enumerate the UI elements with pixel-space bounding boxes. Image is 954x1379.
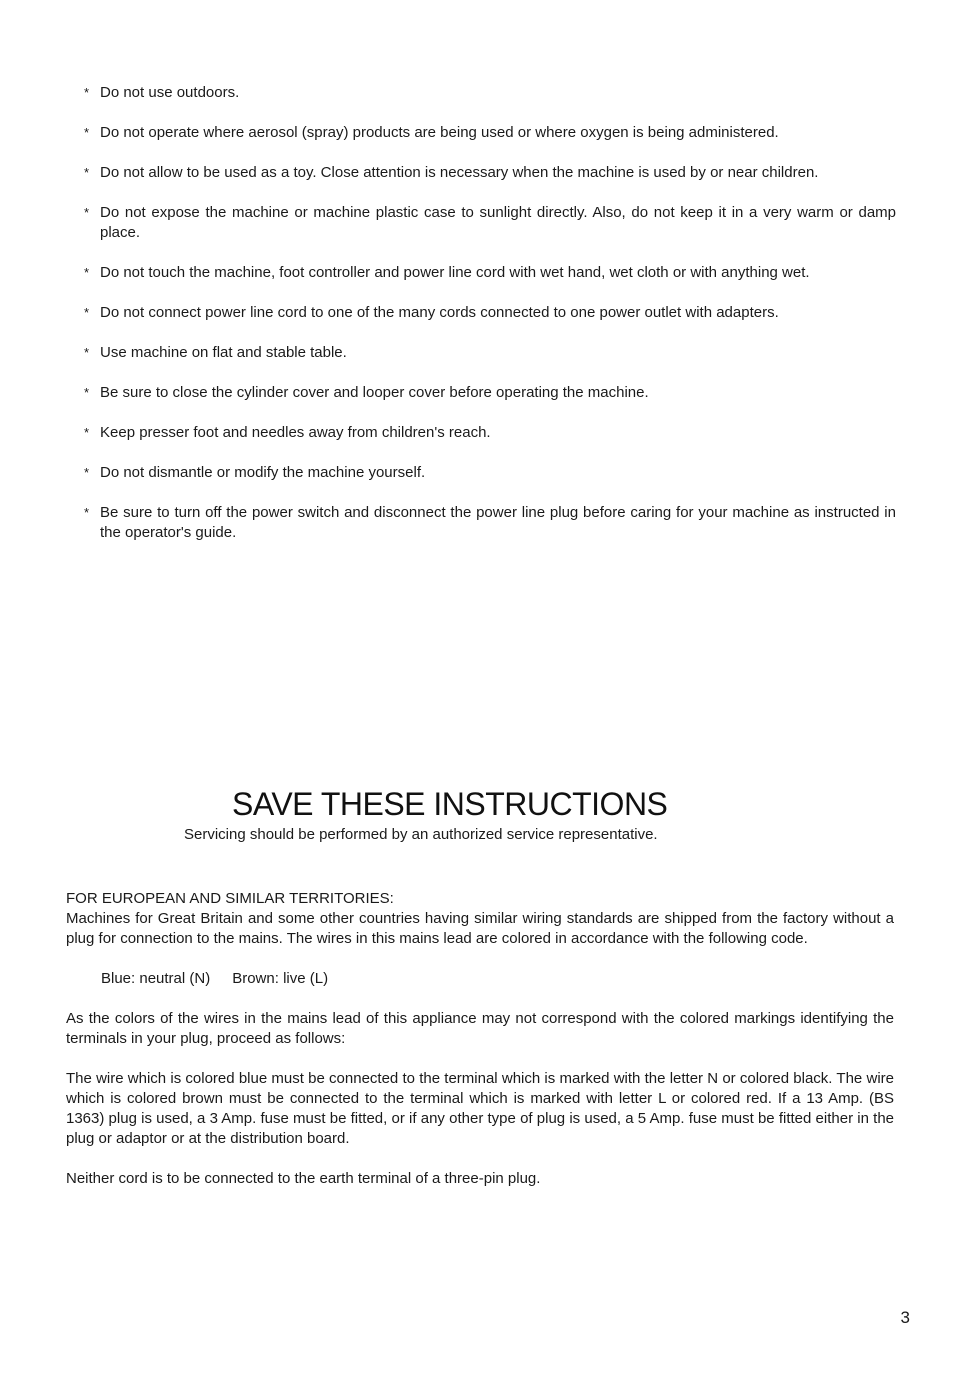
bullet-marker: * (84, 345, 90, 360)
section-title: FOR EUROPEAN AND SIMILAR TERRITORIES: (66, 890, 394, 907)
safety-item-text: Do not touch the machine, foot controller and power line cord with wet hand, wet cloth or with anything wet. (100, 264, 810, 281)
bullet-marker: * (84, 505, 90, 520)
safety-item (84, 503, 896, 543)
bullet-marker: * (84, 305, 90, 320)
safety-item-text: Do not operate where aerosol (spray) products are being used or where oxygen is being administered. (100, 124, 779, 141)
servicing-note: Servicing should be performed by an authorized service representative. (184, 826, 658, 843)
safety-item (84, 343, 896, 363)
blue-wire-code: Blue: neutral (N) (101, 970, 211, 987)
bullet-marker: * (84, 265, 90, 280)
colors-note-paragraph: As the colors of the wires in the mains lead of this appliance may not correspond with the colored markings identifying the terminals in your plug, proceed as follows: (66, 1010, 894, 1047)
safety-item (84, 263, 896, 283)
page-heading: SAVE THESE INSTRUCTIONS (232, 786, 668, 822)
intro-paragraph: Machines for Great Britain and some other countries having similar wiring standards are shipped from the factory without a plug for connection to the mains. The wires in this mains lead are colored in accordance with the following code. (66, 910, 894, 947)
earth-paragraph: Neither cord is to be connected to the earth terminal of a three-pin plug. (66, 1170, 541, 1187)
safety-item (84, 383, 896, 403)
safety-item-text: Do not dismantle or modify the machine yourself. (100, 464, 426, 481)
safety-item-text: Use machine on flat and stable table. (100, 344, 347, 361)
safety-item (84, 303, 896, 323)
safety-item-text: Do not allow to be used as a toy. Close attention is necessary when the machine is used by or near children. (100, 164, 819, 181)
safety-item-text: Do not expose the machine or machine plastic case to sunlight directly. Also, do not keep it in a very warm or damp place. (100, 204, 896, 241)
safety-item (84, 163, 896, 183)
bullet-marker: * (84, 425, 90, 440)
safety-item (84, 83, 896, 103)
bullet-marker: * (84, 385, 90, 400)
safety-item (84, 463, 896, 483)
bullet-marker: * (84, 165, 90, 180)
safety-item (84, 423, 896, 443)
wire-code (101, 969, 894, 989)
safety-item (84, 123, 896, 143)
bullet-marker: * (84, 465, 90, 480)
safety-item-text: Be sure to turn off the power switch and disconnect the power line plug before caring for your machine as instructed in the operator's guide. (100, 504, 896, 541)
wiring-paragraph: The wire which is colored blue must be connected to the terminal which is marked with the letter N or colored black. The wire which is colored brown must be connected to the terminal which is marked with letter L or colored red. If a 13 Amp. (BS 1363) plug is used, a 3 Amp. fuse must be fitted, or if any other type of plug is used, a 5 Amp. fuse must be fitted either in the plug or adaptor or at the distribution board. (66, 1070, 894, 1147)
bullet-marker: * (84, 205, 90, 220)
safety-item-text: Keep presser foot and needles away from children's reach. (100, 424, 491, 441)
safety-item (84, 203, 896, 243)
page-number: 3 (900, 1308, 910, 1327)
european-wiring-section (66, 889, 894, 1189)
safety-list (84, 83, 896, 563)
brown-wire-code: Brown: live (L) (232, 970, 329, 987)
bullet-marker: * (84, 85, 90, 100)
bullet-marker: * (84, 125, 90, 140)
safety-item-text: Be sure to close the cylinder cover and looper cover before operating the machine. (100, 384, 649, 401)
safety-item-text: Do not connect power line cord to one of the many cords connected to one power outlet with adapters. (100, 304, 779, 321)
safety-item-text: Do not use outdoors. (100, 84, 240, 101)
